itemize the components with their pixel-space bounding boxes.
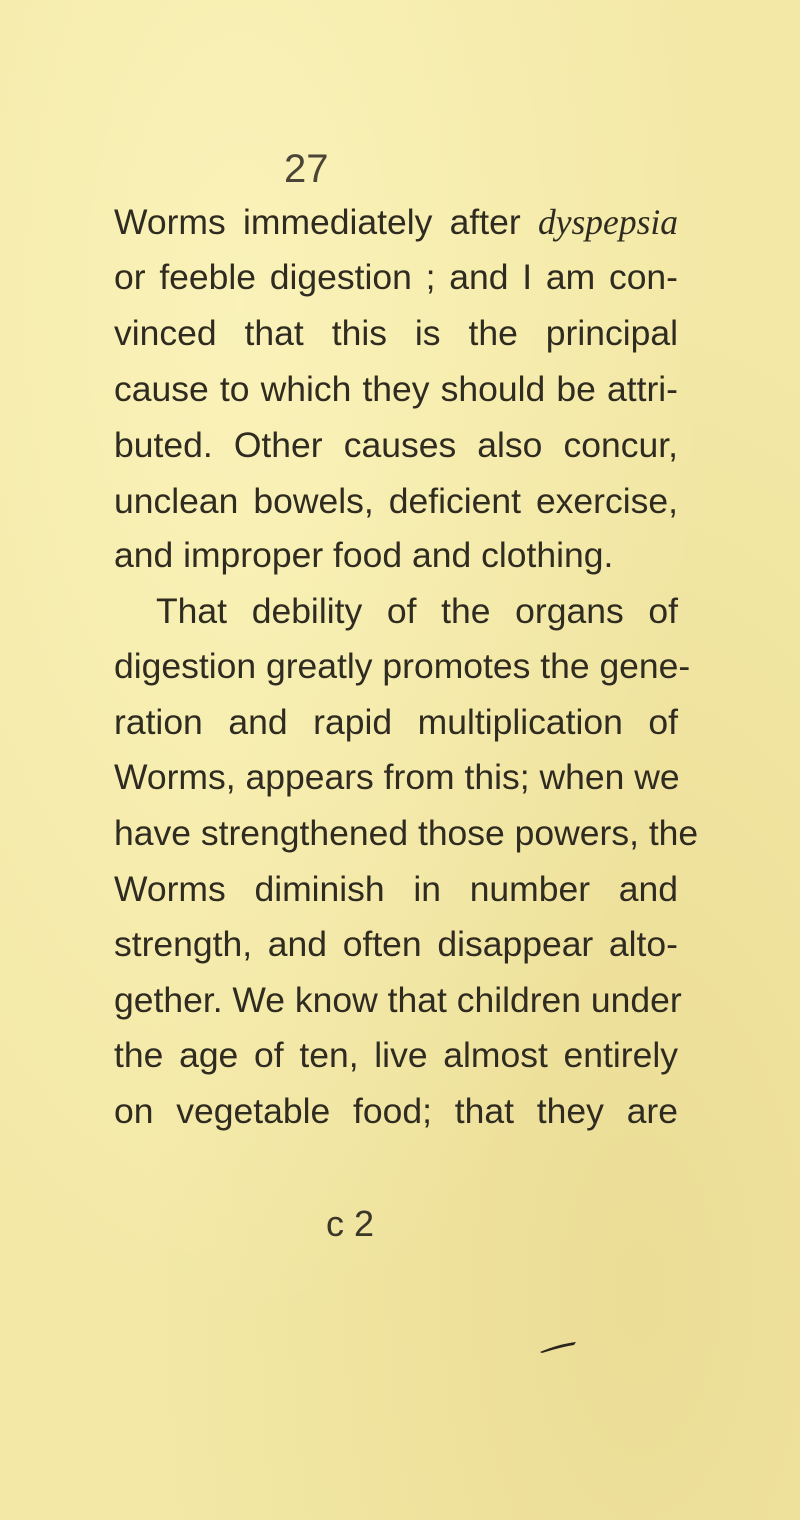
text-line-9: digestion greatly promotes the gene- (114, 646, 691, 686)
text-line-14: strength, and often disappear alto- (114, 924, 678, 964)
text-line-12: have strengthened those powers, the (114, 813, 699, 853)
page-number: 27 (284, 147, 329, 191)
text-line-16: the age of ten, live almost entirely (114, 1035, 678, 1075)
text-line-6: unclean bowels, deficient exercise, (114, 481, 678, 521)
text-line-10: ration and rapid multiplication of (114, 702, 678, 742)
text-line-17: on vegetable food; that they are (114, 1091, 678, 1131)
text-line-4: cause to which they should be attri- (114, 369, 678, 409)
text-line-15: gether. We know that children under (114, 980, 682, 1020)
text-line-1: Worms immediately after dyspepsia (114, 202, 678, 242)
text-line-13: Worms diminish in number and (114, 869, 678, 909)
text-line-5: buted. Other causes also concur, (114, 425, 678, 465)
signature-mark: c 2 (326, 1203, 375, 1244)
text-line-8: That debility of the organs of (156, 591, 678, 631)
text-line-3: vinced that this is the principal (114, 313, 678, 353)
text-line-7: and improper food and clothing. (114, 535, 614, 575)
text-line-2: or feeble digestion ; and I am con- (114, 257, 678, 297)
text-line-11: Worms, appears from this; when we (114, 757, 680, 797)
ink-smudge-icon (538, 1340, 578, 1354)
